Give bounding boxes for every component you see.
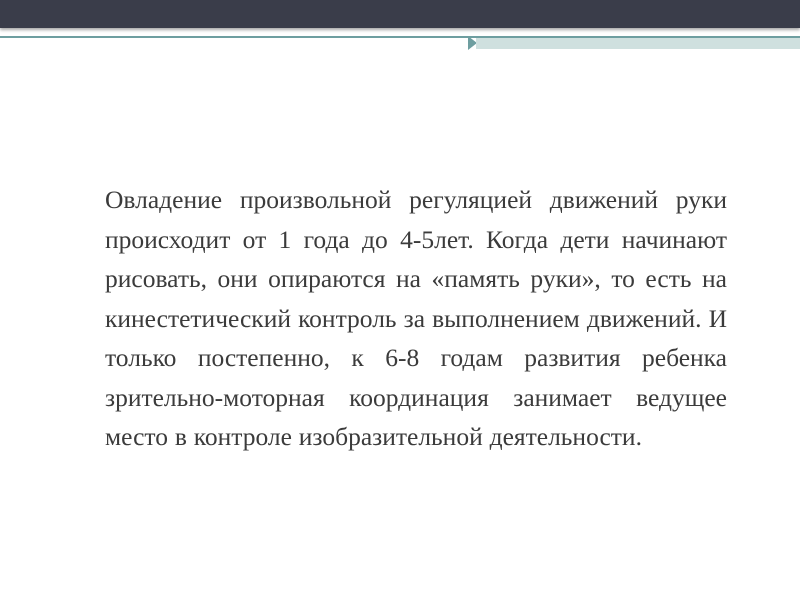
accent-bar bbox=[476, 38, 800, 49]
slide-body-text: Овладение произвольной регуляцией движений руки происходит от 1 года до 4-5лет. Когда дети начинают рисовать, они опираются на «память руки», то есть на кинестетический контроль за выполнением движений. И только постепенно, к 6-8 годам развития ребенка зрительно-моторная координация занимает ведущее место в контроле изобразительной деятельности. bbox=[105, 185, 727, 451]
header-bar bbox=[0, 0, 800, 28]
